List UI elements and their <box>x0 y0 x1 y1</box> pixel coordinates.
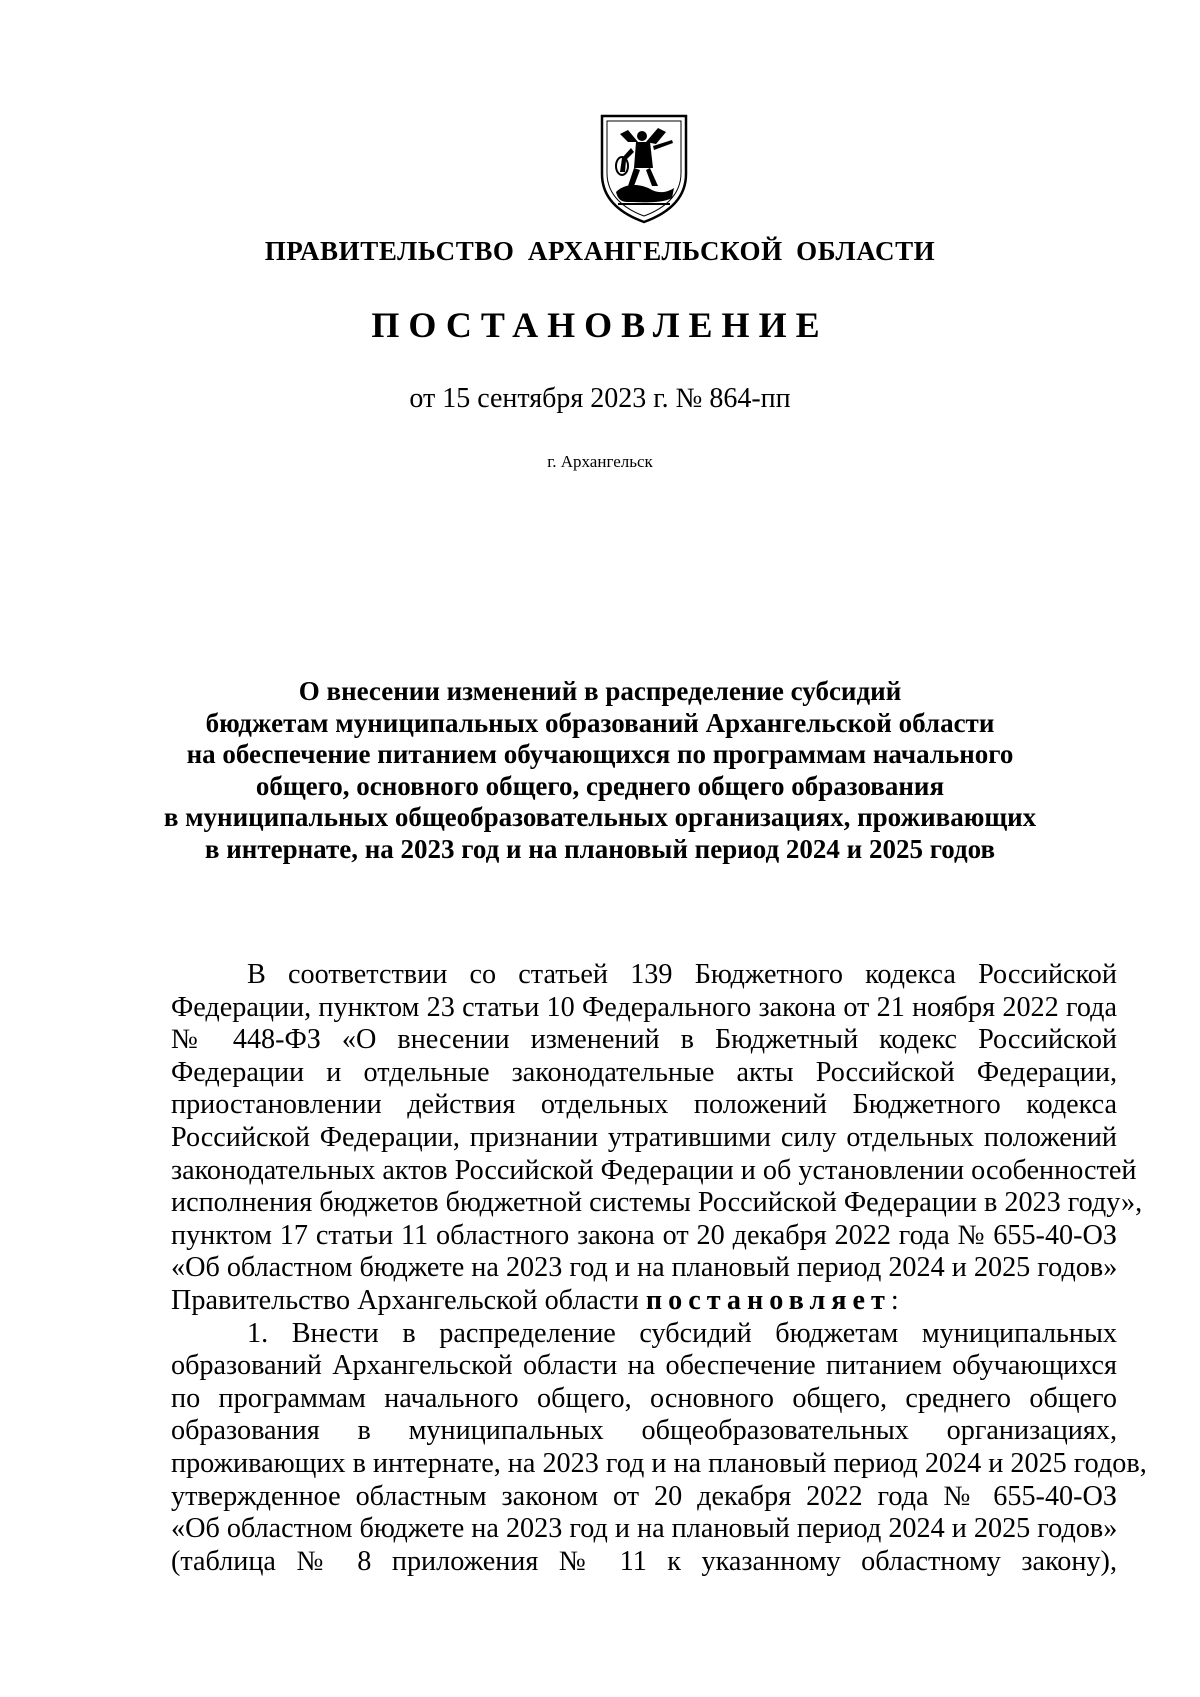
enact-suffix: : <box>890 1284 899 1316</box>
item-1-line: образований Архангельской области на обеспечение питанием обучающихся <box>171 1350 1117 1382</box>
item-1-line: 1. Внести в распределение субсидий бюджетам муниципальных <box>247 1317 1117 1349</box>
enact-verb: постановляет <box>645 1284 891 1316</box>
enact-prefix: Правительство Архангельской области <box>171 1284 646 1316</box>
document-type: ПОСТАНОВЛЕНИЕ <box>371 305 829 345</box>
preamble-line: Российской Федерации, признании утратившими силу отдельных положений <box>171 1121 1117 1153</box>
preamble-line: Федерации, пунктом 23 статьи 10 Федерального закона от 21 ноября 2022 года <box>171 991 1117 1023</box>
item-1-line: (таблица № 8 приложения № 11 к указанному областному закону), <box>171 1545 1117 1577</box>
document-place: г. Архангельск <box>547 452 653 471</box>
preamble-line: № 448-ФЗ «О внесении изменений в Бюджетный кодекс Российской <box>171 1024 1117 1056</box>
enact-line <box>171 1285 1117 1318</box>
subject-line: на обеспечение питанием обучающихся по программам начального <box>186 739 1014 769</box>
preamble-line: исполнения бюджетов бюджетной системы Российской Федерации в 2023 году», <box>171 1187 1143 1219</box>
preamble-line: пунктом 17 статьи 11 областного закона от 20 декабря 2022 года № 655-40-ОЗ <box>171 1219 1117 1251</box>
item-1-line: «Об областном бюджете на 2023 год и на плановый период 2024 и 2025 годов» <box>171 1513 1118 1545</box>
preamble-line: «Об областном бюджете на 2023 год и на плановый период 2024 и 2025 годов» <box>171 1252 1118 1284</box>
item-1-line: по программам начального общего, основного общего, среднего общего <box>171 1382 1117 1414</box>
subject-line: бюджетам муниципальных образований Архангельской области <box>205 707 995 738</box>
item-1-line: утвержденное областным законом от 20 декабря 2022 года № 655-40-ОЗ <box>171 1480 1117 1512</box>
document-date-number: от 15 сентября 2023 г. № 864-пп <box>409 383 791 414</box>
document-body <box>171 959 1147 1578</box>
preamble-line: приостановлении действия отдельных положений Бюджетного кодекса <box>171 1089 1117 1121</box>
preamble-line: В соответствии со статьей 139 Бюджетного кодекса Российской <box>247 959 1117 990</box>
subject-line: О внесении изменений в распределение субсидий <box>298 676 902 706</box>
preamble-line: законодательных актов Российской Федерации и об установлении особенностей <box>171 1154 1137 1186</box>
item-1-line: образования в муниципальных общеобразовательных организациях, <box>171 1415 1117 1447</box>
subject-line: общего, основного общего, среднего общего образования <box>255 770 945 801</box>
issuing-authority: ПРАВИТЕЛЬСТВО АРХАНГЕЛЬСКОЙ ОБЛАСТИ <box>264 236 936 266</box>
coat-of-arms-icon <box>598 112 690 224</box>
item-1-line: проживающих в интернате, на 2023 год и на плановый период 2024 и 2025 годов, <box>171 1447 1147 1479</box>
preamble-line: Федерации и отдельные законодательные акты Российской Федерации, <box>171 1056 1117 1088</box>
subject-line: в интернате, на 2023 год и на плановый период 2024 и 2025 годов <box>204 833 996 864</box>
subject-line: в муниципальных общеобразовательных организациях, проживающих <box>163 802 1037 832</box>
document-subject <box>150 676 1050 865</box>
